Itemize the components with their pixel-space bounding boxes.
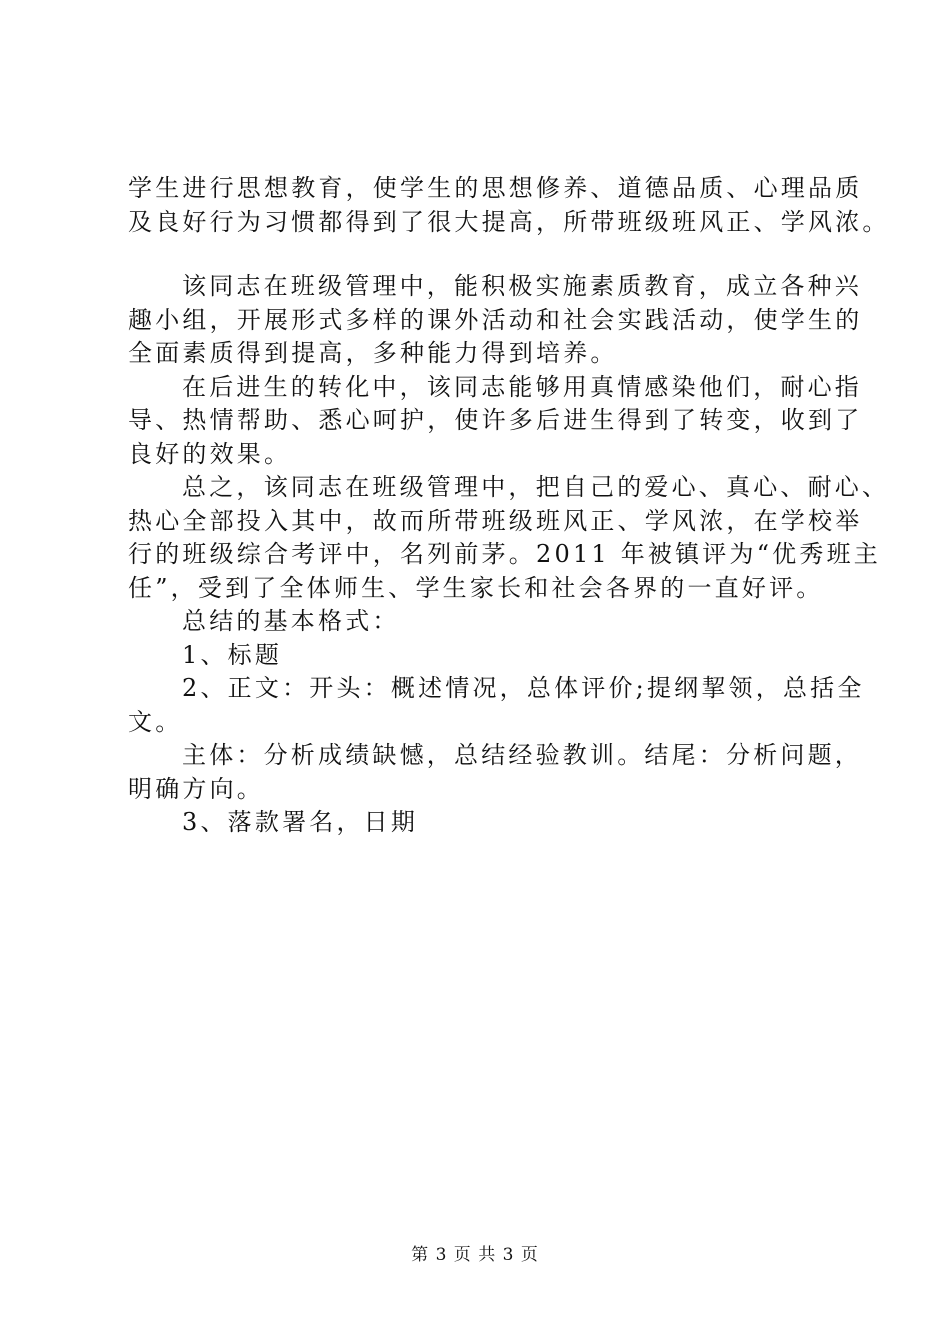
paragraph-start-line: 主体：分析成绩缺憾，总结经验教训。结尾：分析问题， (182, 741, 862, 769)
list-item: 2、正文：开头：概述情况，总体评价;提纲挈领，总括全 (182, 674, 865, 702)
page-number-footer: 第 3 页 共 3 页 (411, 1245, 539, 1265)
text-line: 良好的效果。 (128, 439, 292, 468)
paragraph-start-line: 该同志在班级管理中，能积极实施素质教育，成立各种兴 (182, 272, 862, 300)
text-line: 热心全部投入其中，故而所带班级班风正、学风浓，在学校举 (128, 506, 863, 535)
text-line: 明确方向。 (128, 774, 264, 803)
text-line: 趣小组，开展形式多样的课外活动和社会实践活动，使学生的 (128, 305, 863, 334)
list-item: 3、落款署名，日期 (182, 808, 419, 836)
text-line: 行的班级综合考评中，名列前茅。2011 年被镇评为“优秀班主 (128, 540, 881, 568)
paragraph-start-line: 在后进生的转化中，该同志能够用真情感染他们，耐心指 (182, 372, 862, 401)
text-line: 任”，受到了全体师生、学生家长和社会各界的一直好评。 (128, 573, 824, 602)
document-body (128, 172, 890, 840)
text-line: 导、热情帮助、悉心呵护，使许多后进生得到了转变，收到了 (128, 406, 863, 434)
text-line: 全面素质得到提高，多种能力得到培养。 (128, 339, 618, 367)
text-line: 及良好行为习惯都得到了很大提高，所带班级班风正、学风浓。 (128, 207, 890, 236)
text-line: 文。 (128, 707, 183, 736)
section-heading: 总结的基本格式： (182, 607, 400, 635)
text-line: 学生进行思想教育，使学生的思想修养、道德品质、心理品质 (128, 174, 863, 202)
list-item: 1、标题 (182, 640, 283, 669)
paragraph-start-line: 总之，该同志在班级管理中，把自己的爱心、真心、耐心、 (182, 473, 890, 501)
